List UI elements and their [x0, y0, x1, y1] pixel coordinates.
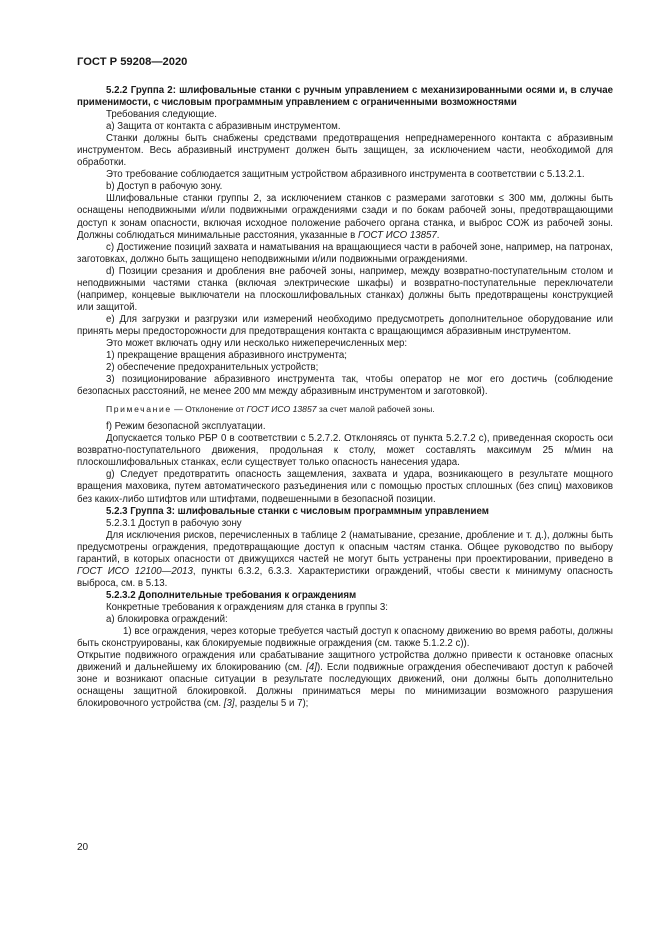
list-item-b: b) Доступ в рабочую зону. [106, 181, 223, 193]
list-item-c: с) Достижение позиций захвата и наматывания на вращающиеся части в рабочей зоне, например, на патронах, заготовках, должно быть защищено неподвижными и/или подвижными ограждениями. [77, 241, 613, 265]
text-run: — Отклонение от [171, 404, 247, 415]
text-run: Шлифовальные станки группы 2, за исключением станков с размерами заготовки ≤ 300 мм, должны быть оснащены неподвижными и/или подвижными ограждениями сзади и по бокам рабочей зоны, предотвращающими доступ к зонам опасности, включая исходное положение рабочего органа станка, и выброс СОЖ из рабочей зоны. Должны соблюдаться минимальные расстояния, указанные в [77, 193, 613, 241]
subsection-heading-5-2-3-2: 5.2.3.2 Дополнительные требования к ограждениям [106, 589, 357, 601]
list-item-f: f) Режим безопасной эксплуатации. [106, 421, 266, 433]
paragraph: Требования следующие. [106, 109, 217, 121]
paragraph: Станки должны быть снабжены средствами предотвращения непреднамеренного контакта с абразивным инструментом. Весь абразивный инструмент должен быть защищен, за исключением части, необходимой для обработки. [77, 133, 613, 169]
note-label: Примечание [106, 404, 172, 415]
text-run: за счет малой рабочей зоны. [316, 404, 435, 415]
list-item-a: а) Защита от контакта с абразивным инструментом. [106, 121, 341, 133]
measures-list [77, 350, 613, 398]
paragraph: Это требование соблюдается защитным устройством абразивного инструмента в соответствии с 5.13.2.1. [106, 169, 585, 181]
list-item: 1) все ограждения, через которые требуется частый доступ к опасному движению во время работы, должны быть сконструированы, как блокируемые подвижные ограждения (см. также 5.1.2.2 с)). [77, 626, 613, 650]
text-run: , разделы 5 и 7); [234, 698, 309, 710]
list-item: 3) позиционирование абразивного инструмента так, чтобы оператор не мог его достичь (соблюдение безопасных расстояний, не менее 200 мм между абразивным инструментом и заготовкой). [77, 374, 613, 398]
standard-reference: ГОСТ ИСО 13857 [358, 229, 437, 241]
bibliography-reference: [3] [223, 698, 235, 710]
text-run: , пункты 6.3.2, 6.3.3. Характеристики ограждений, чтобы свести к минимуму опасность выброса, см. в 5.13. [77, 565, 613, 589]
section-heading-5-2-3: 5.2.3 Группа 3: шлифовальные станки с числовым программным управлением [106, 505, 489, 517]
text-run: Открытие подвижного ограждения или срабатывание защитного устройства должно привести к остановке опасных движений и дальнейшему их блокированию (см. [77, 650, 613, 674]
paragraph: Конкретные требования к ограждениям для станка в группы 3: [106, 601, 388, 613]
paragraph: Шлифовальные станки группы 2, за исключением станков с размерами заготовки ≤ 300 мм, должны быть оснащены неподвижными и/или подвижными ограждениями сзади и по бокам рабочей зоны, предотвращающими доступ к зонам опасности, включая исходное положение рабочего органа станка, и выброс СОЖ из рабочей зоны. Должны соблюдаться минимальные расстояния, указанные в ГОСТ ИСО 13857. [77, 193, 613, 241]
standard-reference: ГОСТ ИСО 12100—2013 [77, 565, 193, 577]
paragraph: Это может включать одну или несколько нижеперечисленных мер: [106, 337, 408, 349]
list-item-d: d) Позиции срезания и дробления вне рабочей зоны, например, между возвратно-поступательным столом и неподвижными частями станка (включая электрические шкафы) и возвратно-поступательные переключатели (например, концевые выключатели на плоскошлифовальных станках) должны быть предотвращены конструкцией или защитой. [77, 265, 613, 313]
bibliography-reference: [4] [306, 662, 317, 674]
subsection-heading-5-2-3-1: 5.2.3.1 Доступ в рабочую зону [106, 517, 242, 529]
paragraph [77, 530, 613, 590]
text-run: Для исключения рисков, перечисленных в таблице 2 (наматывание, срезание, дробление и т. д.), должны быть предусмотрены ограждения, предотвращающие доступ к опасным частям станка. Общее руководство по выбору гарантий, в которых опасности от движущихся частей не могут быть устранены при проектировании, приведено в [77, 529, 613, 565]
page-body [77, 85, 613, 710]
list-item-a: а) блокировка ограждений: [106, 613, 228, 625]
standard-reference: ГОСТ ИСО 13857 [246, 404, 317, 415]
list-item-g: g) Следует предотвратить опасность защемления, захвата и удара, возникающего в результате мощного вращения маховика, путем автоматического разъединения или с помощью простых сплошных (без спиц) маховиков без каких-либо штифтов или штифтами, подвешенными в безопасной позиции. [77, 469, 613, 505]
list-item: 2) обеспечение предохранительных устройств; [106, 362, 319, 374]
standard-id: ГОСТ Р 59208—2020 [77, 56, 188, 68]
text-run: ). Если подвижные ограждения обеспечивают доступ к рабочей зоне и возникают опасные ситуации в результате последующих движений, они должны быть дополнительно оснащены защитной блокировкой. Должны приниматься меры по минимизации возможного разрушения блокировочного устройства (см. [77, 662, 614, 710]
page-number: 20 [77, 842, 89, 853]
list-item: 1) прекращение вращения абразивного инструмента; [106, 350, 347, 362]
section-heading-5-2-2: 5.2.2 Группа 2: шлифовальные станки с ручным управлением с механизированными осями и, в случае применимости, с числовым программным управлением с ограниченными возможностями [77, 85, 613, 109]
note [77, 404, 613, 415]
list-item-e: е) Для загрузки и разгрузки или измерений необходимо предусмотреть дополнительное оборудование или принять меры предосторожности для предотвращения контакта с вращающимся абразивным инструментом. [77, 313, 613, 337]
paragraph [77, 650, 613, 710]
paragraph: Допускается только РБР 0 в соответствии с 5.2.7.2. Отклоняясь от пункта 5.2.7.2 с), приведенная скорость оси возвратно-поступательного движения, продольная к столу, может составлять максимум 25 м/мин на плоскошлифовальных станках, если существует только опасность нанесения удара. [77, 433, 613, 469]
